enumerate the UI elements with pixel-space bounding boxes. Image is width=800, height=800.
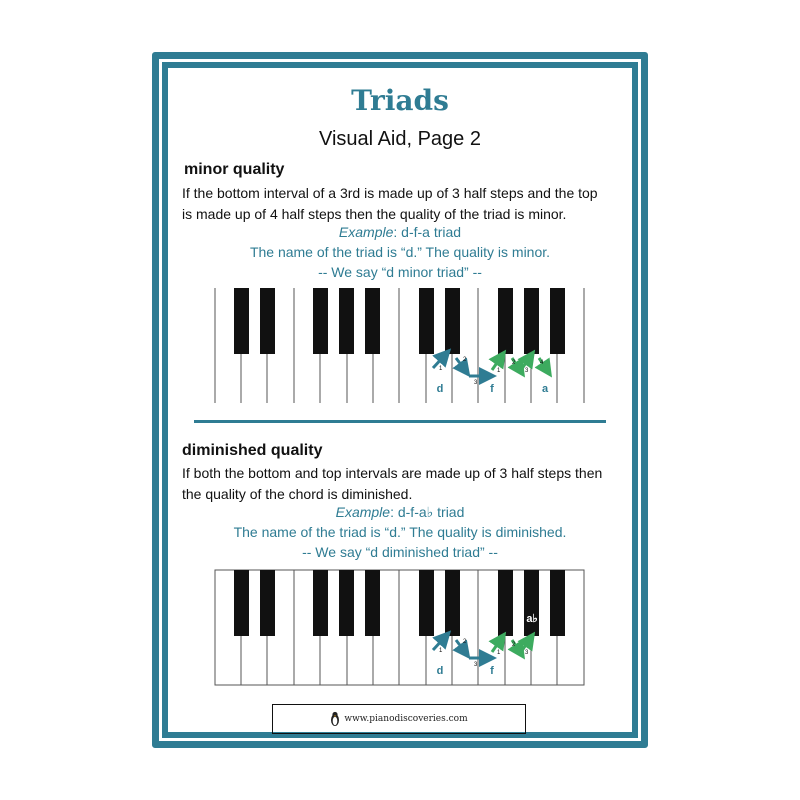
- minor-step-number: 3: [525, 368, 529, 374]
- diminished-say-line: -- We say “d diminished triad” --: [302, 544, 498, 560]
- minor-description-line-1: If the bottom interval of a 3rd is made up of 3 half steps and the top: [182, 185, 598, 201]
- penguin-icon: [330, 711, 340, 727]
- minor-keyboard: [211, 288, 587, 406]
- minor-example-label: Example: [338, 224, 394, 240]
- minor-name-line: The name of the triad is “d.” The quality is minor.: [249, 244, 551, 260]
- minor-say-line: -- We say “d minor triad” --: [318, 264, 482, 280]
- minor-step-number: 3: [474, 380, 478, 386]
- page-subtitle: Visual Aid, Page 2: [319, 128, 481, 150]
- note-label-a-flat: a♭: [526, 613, 538, 625]
- diminished-description-line-2: the quality of the chord is diminished.: [182, 486, 413, 502]
- diminished-description: [182, 463, 622, 505]
- diminished-keyboard: [211, 570, 587, 688]
- diminished-heading: diminished quality: [182, 442, 323, 459]
- note-label-f: f: [490, 383, 494, 395]
- footer-url: www.pianodiscoveries.com: [344, 714, 468, 724]
- diminished-example: [180, 504, 620, 521]
- minor-step-number: 1: [439, 366, 443, 372]
- diminished-description-line-1: If both the bottom and top intervals are made up of 3 half steps then: [182, 465, 603, 481]
- diminished-example-text: : d-f-a♭ triad: [390, 504, 465, 520]
- diminished-step-number: 1: [497, 650, 501, 656]
- minor-step-number: 2: [512, 360, 516, 366]
- note-label-f: f: [490, 665, 494, 677]
- section-divider: [194, 420, 606, 423]
- diminished-step-number: 2: [512, 642, 516, 648]
- minor-step-number: 1: [497, 368, 501, 374]
- page-title: Triads: [351, 84, 449, 117]
- diminished-step-number: 3: [525, 650, 529, 656]
- diminished-step-number: 2: [463, 639, 467, 645]
- minor-step-number: 2: [463, 357, 467, 363]
- diminished-step-number: 1: [439, 648, 443, 654]
- diminished-name-line: The name of the triad is “d.” The quality is diminished.: [233, 524, 567, 540]
- minor-description-line-2: is made up of 4 half steps then the quality of the triad is minor.: [182, 206, 567, 222]
- minor-step-number: 4: [540, 360, 544, 366]
- minor-example: [180, 224, 620, 240]
- minor-description: [182, 183, 622, 225]
- note-label-d: d: [436, 383, 444, 395]
- footer-credit: [272, 704, 526, 734]
- diminished-example-label: Example: [335, 504, 391, 520]
- note-label-a: a: [541, 383, 549, 395]
- minor-heading: minor quality: [184, 161, 285, 178]
- minor-example-text: : d-f-a triad: [393, 224, 462, 240]
- diminished-step-number: 3: [474, 662, 478, 668]
- note-label-d: d: [436, 665, 444, 677]
